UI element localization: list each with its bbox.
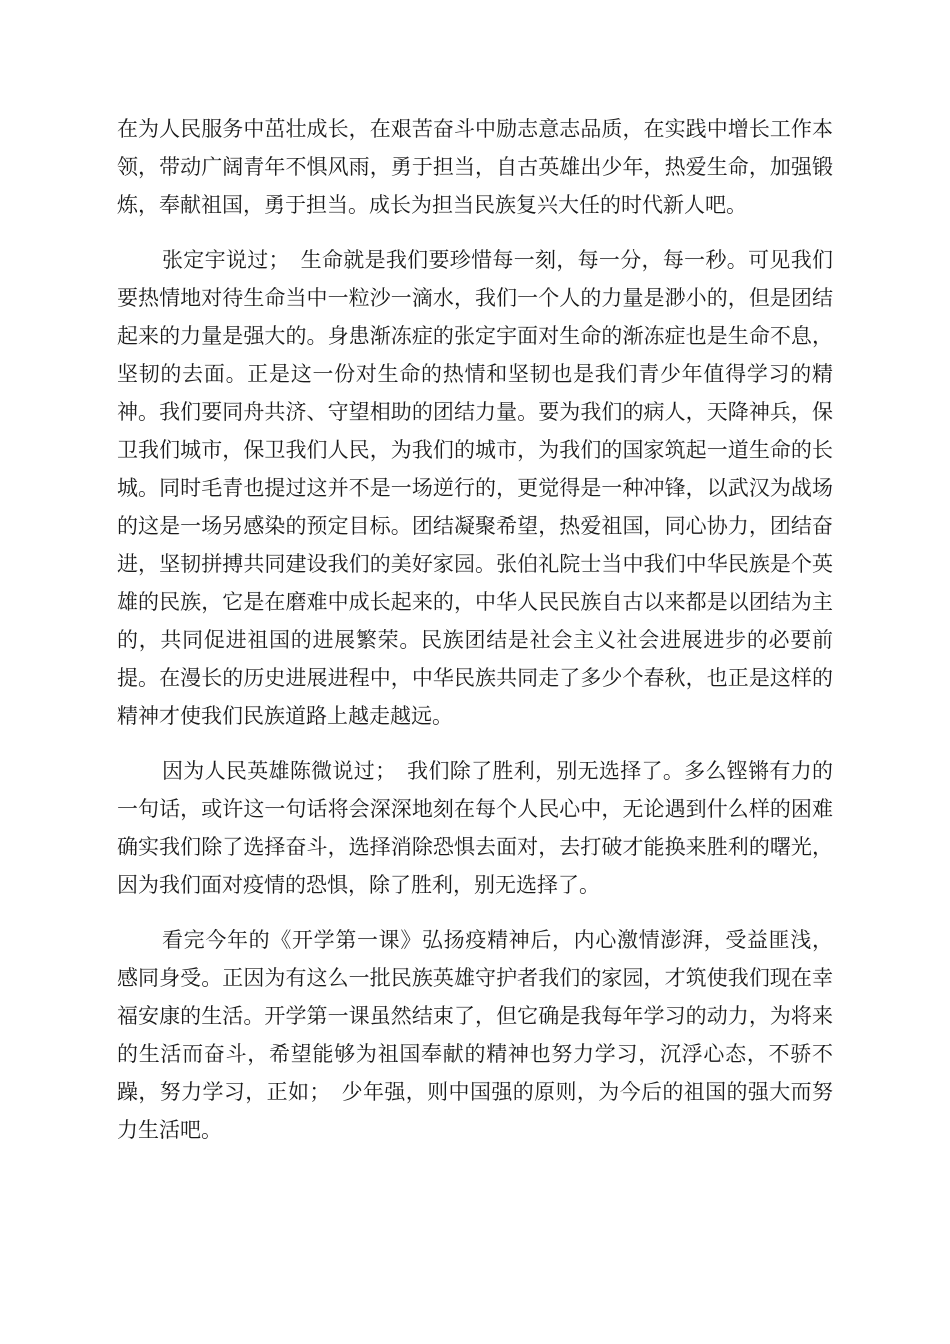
paragraph-continued: 在为人民服务中茁壮成长，在艰苦奋斗中励志意志品质，在实践中增长工作本领，带动广阔青年不惧风雨，勇于担当，自古英雄出少年，热爱生命，加强锻炼，奉献祖国，勇于担当。成长为担当民族复兴大任的时代新人吧。 (117, 117, 833, 217)
paragraph-first-lesson: 看完今年的《开学第一课》弘扬疫精神后，内心激情澎湃，受益匪浅，感同身受。正因为有这么一批民族英雄守护者我们的家园，才筑使我们现在幸福安康的生活。开学第一课虽然结束了，但它确是我每年学习的动力，为将来的生活而奋斗，希望能够为祖国奉献的精神也努力学习，沉浮心态，不骄不躁，努力学习，正如； 少年强，则中国强的原则，为今后的祖国的强大而努力生活吧。 (117, 928, 833, 1142)
paragraph-zhang-dingyu: 张定宇说过； 生命就是我们要珍惜每一刻，每一分，每一秒。可见我们要热情地对待生命当中一粒沙一滴水，我们一个人的力量是渺小的，但是团结起来的力量是强大的。身患渐冻症的张定宇面对生命的渐冻症也是生命不息，坚韧的去面。正是这一份对生命的热情和坚韧也是我们青少年值得学习的精神。我们要同舟共济、守望相助的团结力量。要为我们的病人，天降神兵，保卫我们城市，保卫我们人民，为我们的城市，为我们的国家筑起一道生命的长城。同时毛青也提过这并不是一场逆行的，更觉得是一种冲锋，以武汉为战场的这是一场另感染的预定目标。团结凝聚希望，热爱祖国，同心协力，团结奋进，坚韧拼搏共同建设我们的美好家园。张伯礼院士当中我们中华民族是个英雄的民族，它是在磨难中成长起来的，中华人民民族自古以来都是以团结为主的，共同促进祖国的进展繁荣。民族团结是社会主义社会进展进步的必要前提。在漫长的历史进展进程中，中华民族共同走了多少个春秋，也正是这样的精神才使我们民族道路上越走越远。 (117, 248, 833, 728)
document-body (117, 110, 833, 1166)
paragraph-chen-wei: 因为人民英雄陈微说过； 我们除了胜利，别无选择了。多么铿锵有力的一句话，或许这一句话将会深深地刻在每个人民心中，无论遇到什么样的困难确实我们除了选择奋斗，选择消除恐惧去面对，去打破才能换来胜利的曙光，因为我们面对疫情的恐惧，除了胜利，别无选择了。 (117, 759, 833, 897)
